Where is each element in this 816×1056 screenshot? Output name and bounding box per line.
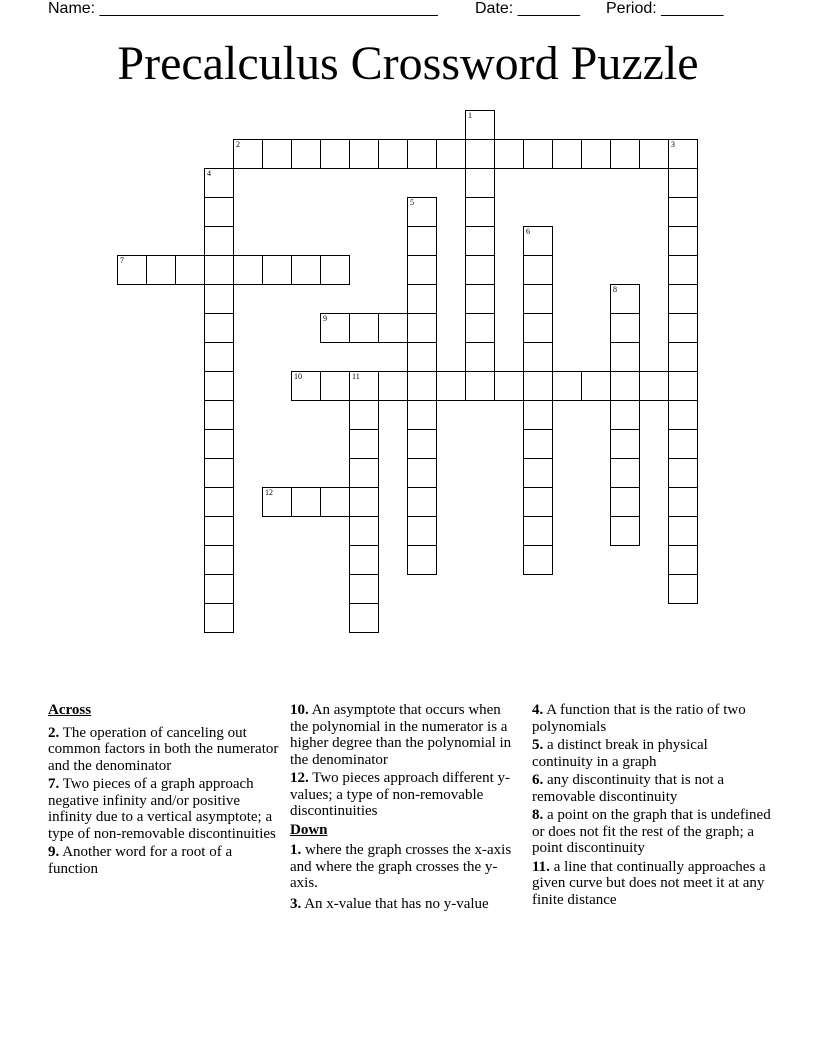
crossword-cell[interactable] [291,371,321,401]
clue-number: 7. [48,776,60,792]
crossword-cell[interactable] [436,371,466,401]
name-field[interactable]: Name: ______________________________________ [48,0,438,17]
crossword-cell[interactable] [204,487,234,517]
clue-number-label: 8 [613,285,617,294]
clue-down-11 [532,859,772,909]
crossword-cell[interactable] [668,139,698,169]
crossword-cell[interactable] [204,255,234,285]
crossword-cell[interactable] [668,458,698,488]
clues-column-3 [532,702,772,910]
clue-number-label: 3 [671,140,675,149]
crossword-cell[interactable] [523,458,553,488]
crossword-cell[interactable] [465,110,495,140]
clue-number: 12. [290,770,309,786]
crossword-cell[interactable] [465,284,495,314]
clue-text: a point on the graph that is undefined or does not fit the rest of the graph; a point discontinuity [532,807,771,856]
crossword-cell[interactable] [610,429,640,459]
crossword-cell[interactable] [204,226,234,256]
crossword-cell[interactable] [407,197,437,227]
clue-number: 4. [532,702,544,718]
crossword-cell[interactable] [320,255,350,285]
clue-number-label: 12 [265,488,273,497]
crossword-cell[interactable] [465,342,495,372]
crossword-cell[interactable] [407,284,437,314]
clue-number-label: 7 [120,256,124,265]
crossword-cell[interactable] [407,458,437,488]
clue-across-9 [48,844,280,877]
crossword-cell[interactable] [465,226,495,256]
crossword-cell[interactable] [610,400,640,430]
crossword-cell[interactable] [610,487,640,517]
clue-number-label: 6 [526,227,530,236]
clue-number: 2. [48,724,60,741]
clue-down-4 [532,702,772,735]
clue-across-10 [290,702,522,768]
crossword-cell[interactable] [668,313,698,343]
clue-text: Another word for a root of a function [48,844,233,877]
crossword-cell[interactable] [407,400,437,430]
clue-down-3 [290,896,522,913]
crossword-cell[interactable] [262,139,292,169]
crossword-cell[interactable] [349,545,379,575]
crossword-cell[interactable] [465,371,495,401]
crossword-cell[interactable] [349,487,379,517]
crossword-cell[interactable] [523,284,553,314]
crossword-cell[interactable] [204,429,234,459]
crossword-cell[interactable] [175,255,205,285]
crossword-cell[interactable] [610,516,640,546]
crossword-cell[interactable] [523,400,553,430]
crossword-cell[interactable] [233,139,263,169]
crossword-cell[interactable] [552,371,582,401]
crossword-cell[interactable] [291,139,321,169]
crossword-cell[interactable] [465,255,495,285]
crossword-cell[interactable] [668,168,698,198]
crossword-cell[interactable] [581,371,611,401]
crossword-cell[interactable] [581,139,611,169]
crossword-cell[interactable] [668,255,698,285]
crossword-cell[interactable] [407,255,437,285]
crossword-cell[interactable] [320,139,350,169]
clue-across-12 [290,770,522,820]
crossword-cell[interactable] [320,371,350,401]
crossword-cell[interactable] [465,313,495,343]
clue-text: A function that is the ratio of two polynomials [532,702,746,735]
crossword-cell[interactable] [610,371,640,401]
clue-text: The operation of canceling out common factors in both the numerator and the denominator [48,724,279,774]
crossword-cell[interactable] [407,226,437,256]
crossword-cell[interactable] [523,545,553,575]
clue-number-label: 1 [468,111,472,120]
crossword-cell[interactable] [349,371,379,401]
down-heading: Down [290,821,328,838]
crossword-cell[interactable] [349,574,379,604]
crossword-cell[interactable] [668,284,698,314]
crossword-cell[interactable] [494,139,524,169]
crossword-cell[interactable] [639,139,669,169]
crossword-cell[interactable] [610,458,640,488]
clue-text: any discontinuity that is not a removable discontinuity [532,772,725,805]
crossword-cell[interactable] [204,545,234,575]
crossword-cell[interactable] [349,400,379,430]
crossword-cell[interactable] [291,255,321,285]
crossword-cell[interactable] [523,139,553,169]
crossword-cell[interactable] [436,139,466,169]
crossword-cell[interactable] [552,139,582,169]
clue-number: 10. [290,702,309,718]
clues-column-2 [290,702,522,914]
clue-text: where the graph crosses the x-axis and where the graph crosses the y-axis. [290,842,512,891]
clue-number-label: 10 [294,372,302,381]
crossword-cell[interactable] [523,371,553,401]
crossword-cell[interactable] [407,313,437,343]
crossword-cell[interactable] [204,313,234,343]
across-heading: Across [48,702,92,718]
crossword-cell[interactable] [523,313,553,343]
clue-number-label: 5 [410,198,414,207]
clue-down-1 [290,842,522,892]
crossword-cell[interactable] [204,342,234,372]
crossword-cell[interactable] [668,197,698,227]
clue-number-label: 2 [236,140,240,149]
clue-number: 3. [290,895,302,912]
clue-number: 5. [532,737,544,753]
period-field[interactable]: Period: _______ [606,0,724,17]
crossword-cell[interactable] [204,284,234,314]
crossword-cell[interactable] [204,400,234,430]
crossword-cell[interactable] [349,139,379,169]
crossword-cell[interactable] [668,371,698,401]
crossword-cell[interactable] [465,139,495,169]
crossword-cell[interactable] [465,197,495,227]
crossword-cell[interactable] [378,371,408,401]
crossword-cell[interactable] [523,429,553,459]
crossword-cell[interactable] [320,313,350,343]
crossword-cell[interactable] [349,603,379,633]
crossword-cell[interactable] [349,429,379,459]
clue-number-label: 11 [352,372,360,381]
clues-column-1 [48,702,280,879]
crossword-cell[interactable] [204,574,234,604]
crossword-cell[interactable] [523,516,553,546]
crossword-cell[interactable] [494,371,524,401]
crossword-cell[interactable] [668,226,698,256]
clue-number: 1. [290,842,302,858]
crossword-cell[interactable] [668,400,698,430]
crossword-cell[interactable] [407,342,437,372]
crossword-cell[interactable] [639,371,669,401]
clue-number: 8. [532,807,544,823]
clue-text: An x-value that has no y-value [304,895,489,912]
crossword-cell[interactable] [291,487,321,517]
crossword-cell[interactable] [610,284,640,314]
date-field[interactable]: Date: _______ [475,0,580,17]
crossword-cell[interactable] [320,487,350,517]
clue-across-7 [48,776,280,842]
crossword-cell[interactable] [349,458,379,488]
clue-number: 6. [532,772,544,788]
crossword-cell[interactable] [668,574,698,604]
crossword-cell[interactable] [204,603,234,633]
crossword-cell[interactable] [668,487,698,517]
crossword-cell[interactable] [610,313,640,343]
crossword-cell[interactable] [523,487,553,517]
crossword-cell[interactable] [668,429,698,459]
crossword-cell[interactable] [407,429,437,459]
crossword-cell[interactable] [262,487,292,517]
crossword-cell[interactable] [204,168,234,198]
crossword-cell[interactable] [668,342,698,372]
page-title: Precalculus Crossword Puzzle [117,37,699,90]
clue-text: Two pieces of a graph approach negative infinity and/or positive infinity due to a vertical asymptote; a type of non-removable discontinuities [48,776,276,842]
crossword-cell[interactable] [407,545,437,575]
crossword-cell[interactable] [349,516,379,546]
crossword-cell[interactable] [523,255,553,285]
clue-across-2 [48,725,280,775]
clue-number: 9. [48,844,60,860]
clue-number-label: 9 [323,314,327,323]
crossword-cell[interactable] [523,226,553,256]
clue-text: a distinct break in physical continuity in a graph [532,737,708,770]
crossword-cell[interactable] [610,139,640,169]
crossword-cell[interactable] [668,545,698,575]
crossword-cell[interactable] [378,313,408,343]
clue-down-5 [532,737,772,770]
crossword-cell[interactable] [349,313,379,343]
crossword-cell[interactable] [523,342,553,372]
crossword-cell[interactable] [465,168,495,198]
crossword-cell[interactable] [262,255,292,285]
crossword-cell[interactable] [610,342,640,372]
crossword-cell[interactable] [378,139,408,169]
crossword-cell[interactable] [204,371,234,401]
crossword-cell[interactable] [407,516,437,546]
crossword-cell[interactable] [668,516,698,546]
crossword-cell[interactable] [204,458,234,488]
crossword-cell[interactable] [117,255,147,285]
crossword-cell[interactable] [204,197,234,227]
clue-down-6 [532,772,772,805]
crossword-cell[interactable] [407,487,437,517]
clue-text: An asymptote that occurs when the polynomial in the numerator is a higher degree than the polynomial in the denominator [290,702,512,768]
crossword-cell[interactable] [407,139,437,169]
clue-number-label: 4 [207,169,211,178]
clue-text: a line that continually approaches a given curve but does not meet it at any finite distance [532,858,766,908]
clue-down-8 [532,807,772,857]
clue-text: Two pieces approach different y-values; a type of non-removable discontinuities [290,770,510,819]
crossword-cell[interactable] [146,255,176,285]
crossword-cell[interactable] [233,255,263,285]
crossword-cell[interactable] [407,371,437,401]
clue-number: 11. [532,858,550,875]
crossword-cell[interactable] [204,516,234,546]
